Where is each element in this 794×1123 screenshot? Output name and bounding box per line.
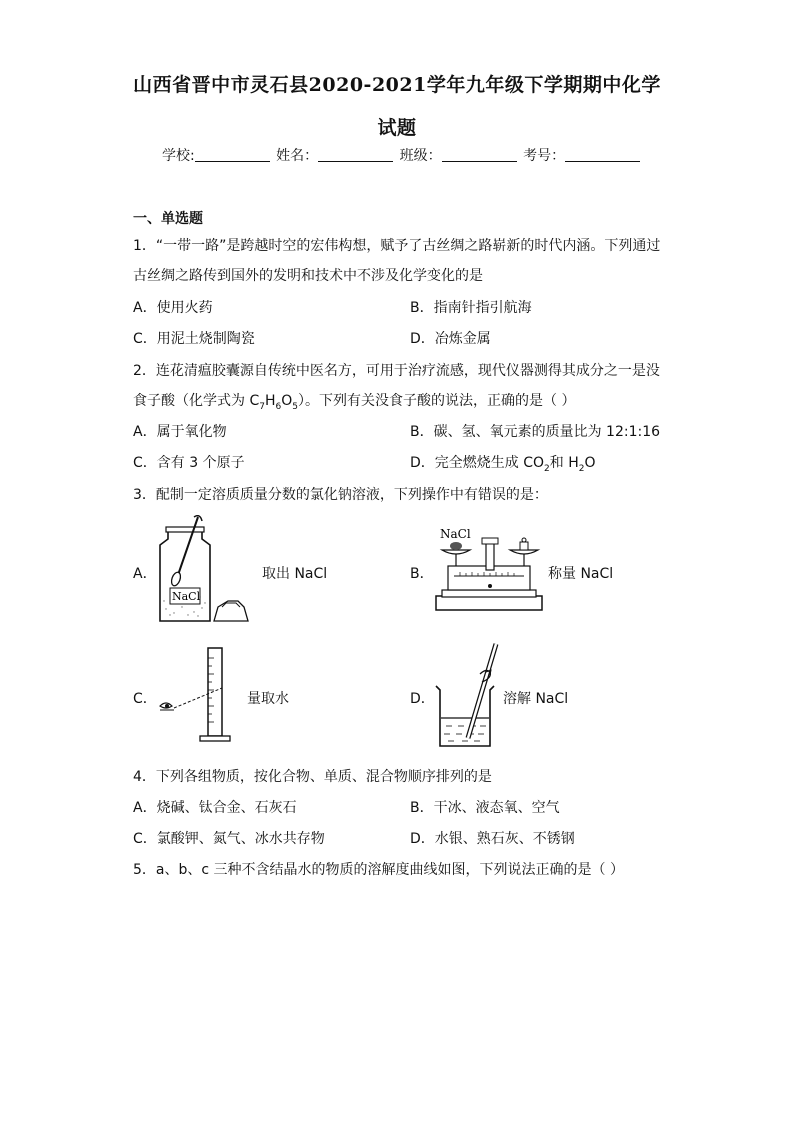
q3-option-a-label: 取出 NaCl — [262, 566, 328, 582]
q1-stem-line1: 1．“一带一路”是跨越时空的宏伟构想，赋予了古丝绸之路崭新的时代内涵。下列通过 — [133, 238, 661, 254]
q2-stem-line1: 2．连花清瘟胶囊源自传统中医名方，可用于治疗流感，现代仪器测得其成分之一是没 — [133, 363, 660, 379]
balance-scale-figure — [430, 522, 545, 614]
q2-option-a: A．属于氧化物 — [133, 424, 227, 440]
q3-option-c-label: 量取水 — [247, 691, 289, 707]
q2-option-b: B．碳、氢、氧元素的质量比为 12:1:16 — [410, 424, 661, 440]
q3-stem: 3．配制一定溶质质量分数的氯化钠溶液，下列操作中有错误的是： — [133, 487, 548, 503]
q1-option-b: B．指南针指引航海 — [410, 300, 532, 316]
exam-number-blank[interactable] — [565, 147, 640, 162]
q3-option-a-letter: A． — [133, 566, 157, 582]
q5-stem: 5．a、b、c 三种不含结晶水的物质的溶解度曲线如图，下列说法正确的是（ ） — [133, 862, 624, 878]
reagent-bottle-figure — [150, 515, 280, 627]
q2-option-c: C．含有 3 个原子 — [133, 455, 245, 471]
name-blank[interactable] — [318, 147, 393, 162]
q2-option-d: D．完全燃烧生成 $CO_2$和 $H_2O$ — [410, 455, 596, 474]
q3-option-b-label: 称量 NaCl — [548, 566, 614, 582]
school-blank[interactable] — [195, 147, 270, 162]
section-heading: 一、单选题 — [133, 211, 203, 227]
measuring-cylinder-figure — [150, 644, 240, 746]
q4-option-d: D．水银、熟石灰、不锈钢 — [410, 831, 575, 847]
page-title-line2: 试题 — [377, 117, 417, 139]
q1-stem-line2: 古丝绸之路传到国外的发明和技术中不涉及化学变化的是 — [133, 268, 483, 284]
page-title: 山西省晋中市灵石县2020-2021学年九年级下学期期中化学 — [133, 74, 661, 96]
student-info-line — [162, 145, 642, 165]
q3-option-d-label: 溶解 NaCl — [503, 691, 569, 707]
name-label: 姓名： — [276, 148, 319, 164]
exam-number-label: 考号： — [523, 148, 566, 164]
q4-option-a: A．烧碱、钛合金、石灰石 — [133, 800, 297, 816]
bottle-label-text: NaCl — [172, 590, 201, 603]
beaker-stirring-figure — [430, 638, 510, 750]
pan-label-text: NaCl — [440, 527, 471, 541]
q1-option-a: A．使用火药 — [133, 300, 213, 316]
q1-option-c: C．用泥土烧制陶瓷 — [133, 331, 255, 347]
class-blank[interactable] — [442, 147, 517, 162]
q1-option-d: D．冶炼金属 — [410, 331, 491, 347]
q4-option-c: C．氯酸钾、氮气、冰水共存物 — [133, 831, 325, 847]
q4-stem: 4．下列各组物质，按化合物、单质、混合物顺序排列的是 — [133, 769, 492, 785]
q3-option-d-letter: D． — [410, 691, 435, 707]
q3-option-c-letter: C． — [133, 691, 157, 707]
q3-option-b-letter: B． — [410, 566, 434, 582]
q2-stem-line2: 食子酸（化学式为 $C_7H_6O_5$）。下列有关没食子酸的说法，正确的是（ ） — [133, 393, 576, 412]
class-label: 班级： — [399, 148, 442, 164]
q4-option-b: B．干冰、液态氧、空气 — [410, 800, 560, 816]
school-label: 学校: — [162, 148, 195, 164]
